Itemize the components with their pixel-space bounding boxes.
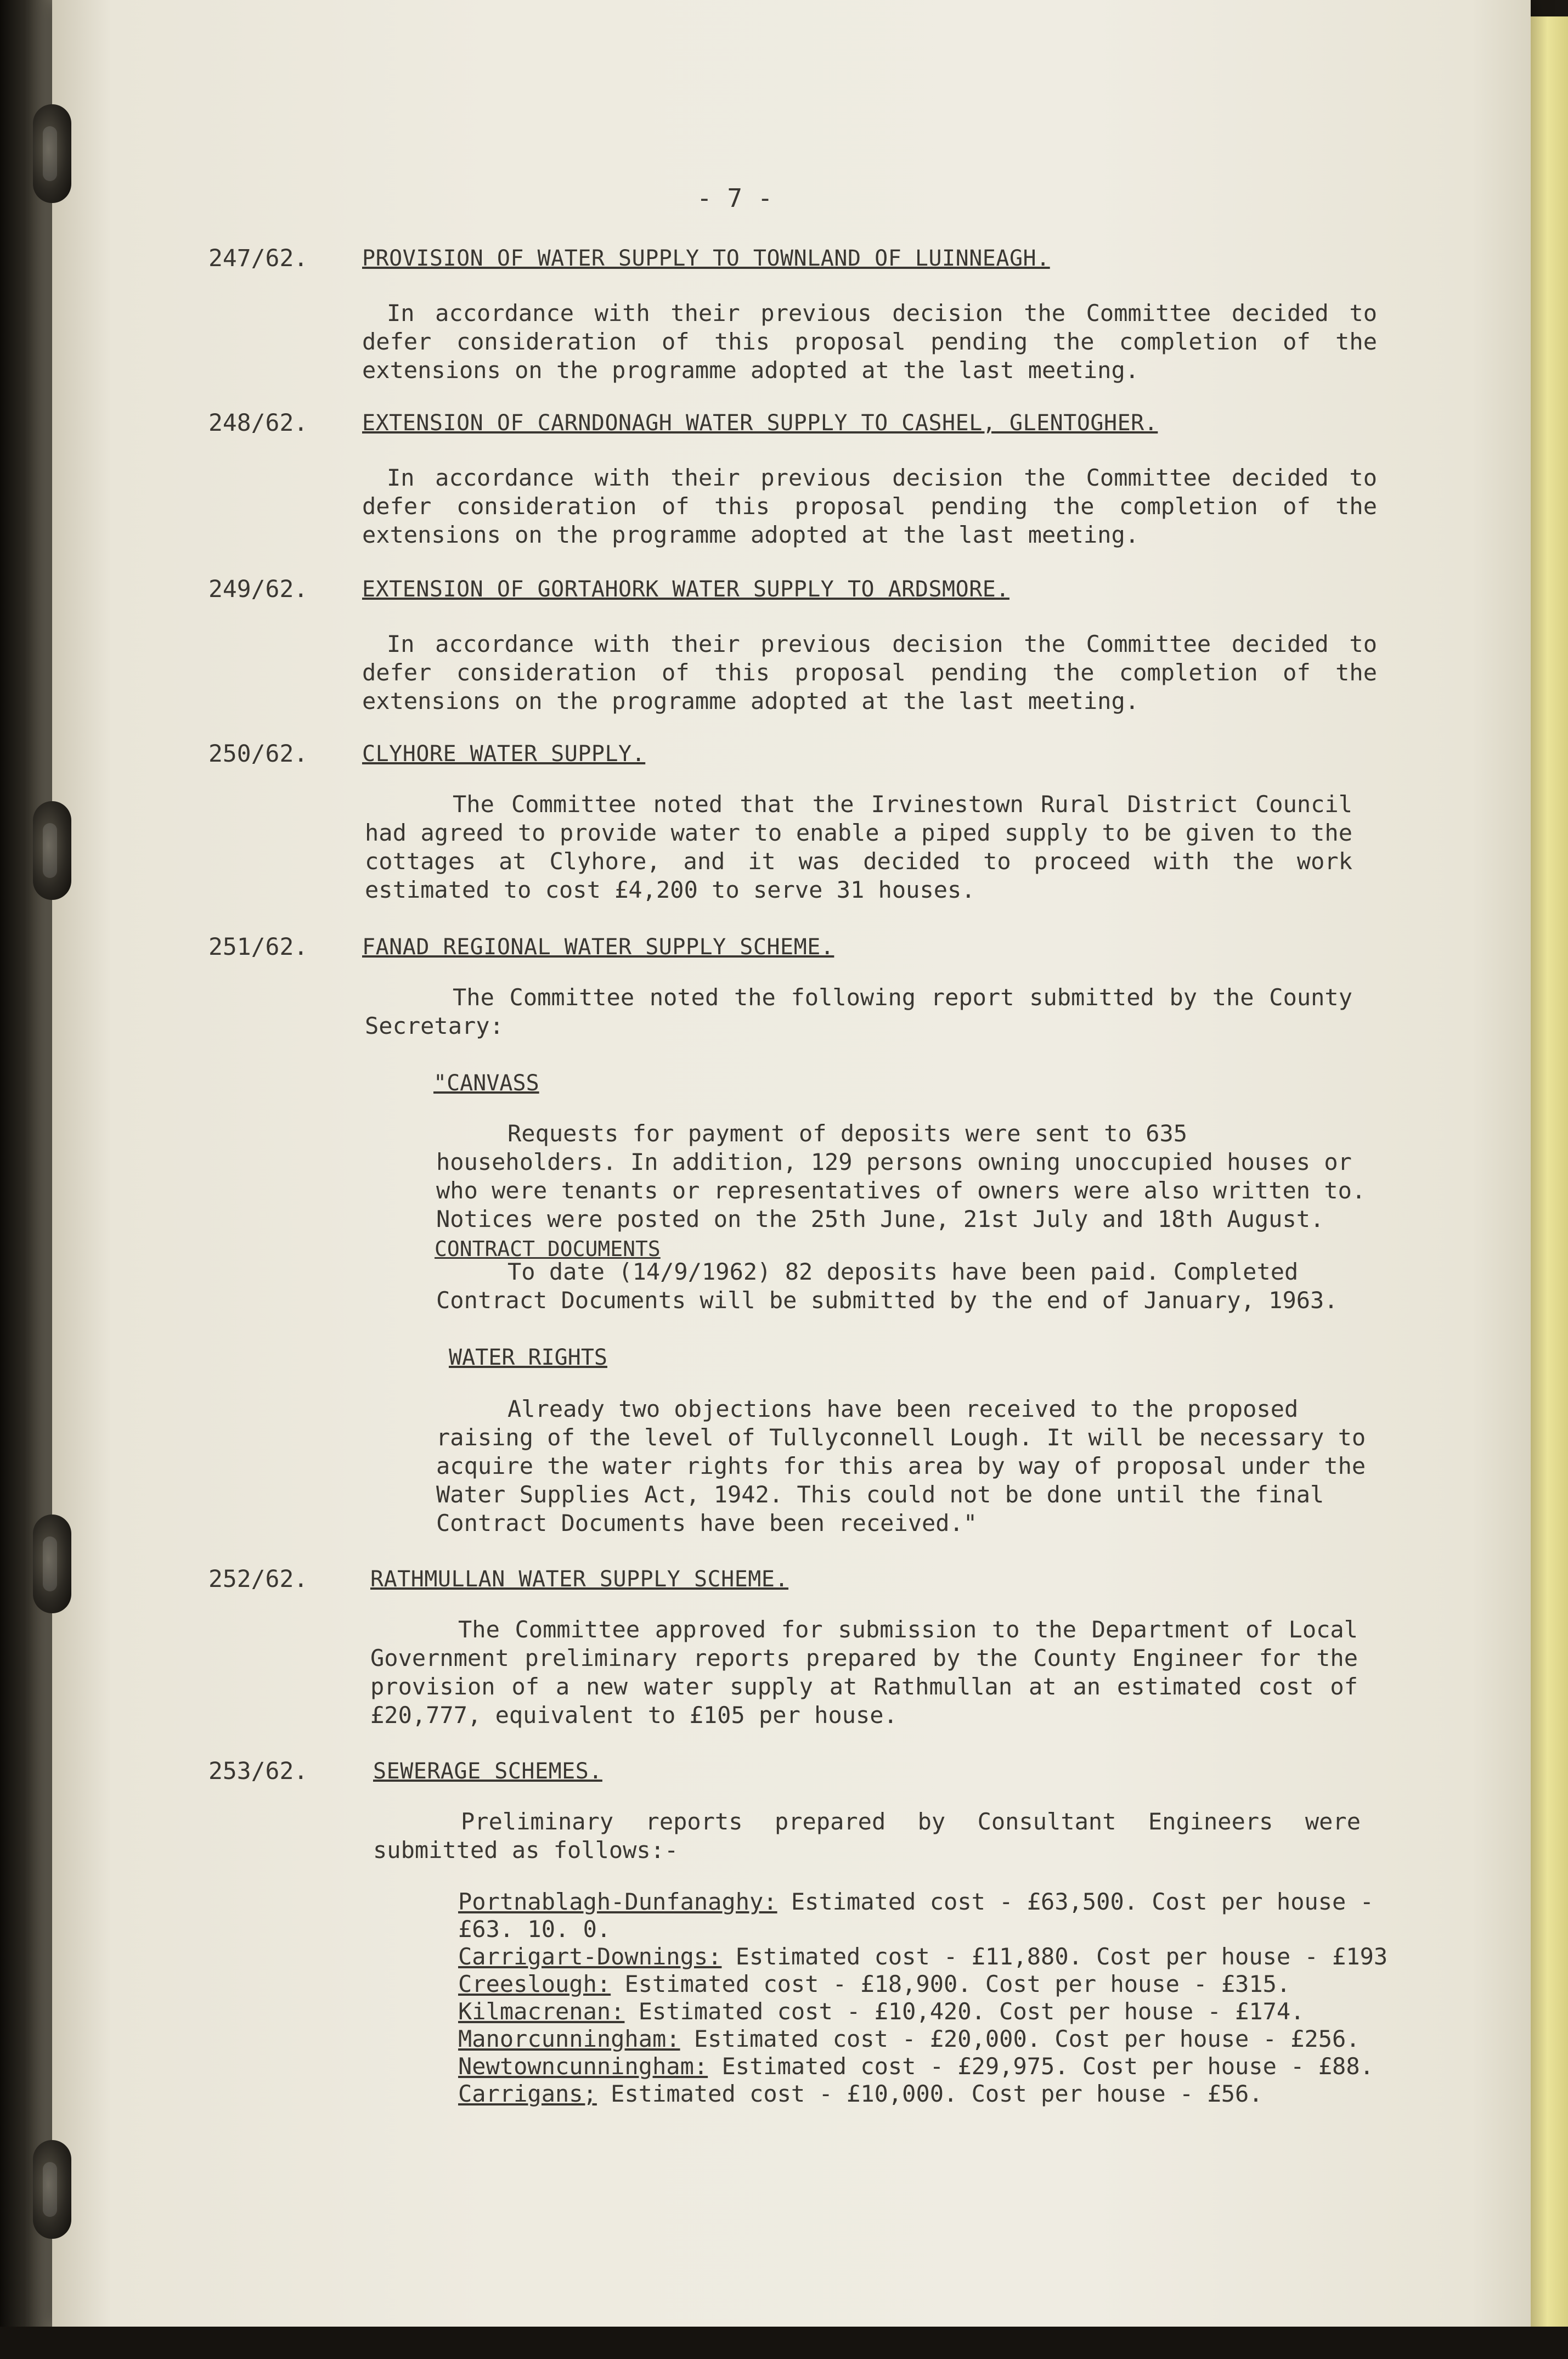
- bottom-shadow: [0, 2327, 1568, 2359]
- minute-number: 252/62.: [208, 1566, 308, 1593]
- minute-heading: RATHMULLAN WATER SUPPLY SCHEME.: [370, 1567, 789, 1592]
- minute-text: In accordance with their previous decision the Committee decided to defer consideration of this proposal pending the completion of the extensions on the programme adopted at the last meeting.: [362, 630, 1377, 714]
- minute-text: In accordance with their previous decision the Committee decided to defer consideration of this proposal pending the completion of the extensions on the programme adopted at the last meeting.: [362, 464, 1377, 548]
- scheme-name: Carrigans;: [458, 2080, 597, 2107]
- minute-heading: PROVISION OF WATER SUPPLY TO TOWNLAND OF LUINNEAGH.: [362, 246, 1050, 271]
- scheme-name: Portnablagh-Dunfanaghy:: [458, 1888, 777, 1915]
- contract-documents-heading: CONTRACT DOCUMENTS: [435, 1237, 661, 1261]
- list-item: [458, 1970, 1290, 1998]
- minute-number: 253/62.: [208, 1758, 308, 1785]
- list-item: [458, 2025, 1360, 2053]
- page-number: - 7 -: [697, 183, 773, 213]
- scheme-detail: Estimated cost - £11,880. Cost per house - £193: [735, 1943, 1388, 1970]
- minute-number: 251/62.: [208, 933, 308, 961]
- scheme-detail: Estimated cost - £63,500. Cost per house -: [791, 1888, 1374, 1915]
- list-item: [458, 2052, 1374, 2081]
- list-item: [458, 1888, 1374, 1916]
- contract-documents-text: To date (14/9/1962) 82 deposits have been paid. Completed Contract Documents will be submitted by the end of January, 1963.: [436, 1258, 1338, 1314]
- minute-text: The Committee approved for submission to the Department of Local Government preliminary reports prepared by the County Engineer for the provision of a new water supply at Rathmullan at an estimated cost of £20,777, equivalent to £105 per house.: [370, 1616, 1358, 1729]
- minute-heading: FANAD REGIONAL WATER SUPPLY SCHEME.: [362, 934, 834, 960]
- minute-heading: CLYHORE WATER SUPPLY.: [362, 741, 646, 767]
- scheme-detail: Estimated cost - £18,900. Cost per house - £315.: [624, 1970, 1291, 1997]
- minute-text: Preliminary reports prepared by Consultant Engineers were submitted as follows:-: [373, 1808, 1361, 1863]
- minute-number: 248/62.: [208, 409, 308, 437]
- scheme-detail: Estimated cost - £20,000. Cost per house - £256.: [693, 2025, 1360, 2052]
- scheme-detail: Estimated cost - £10,000. Cost per house - £56.: [611, 2080, 1263, 2107]
- list-item: [458, 2080, 1263, 2108]
- scheme-detail: Estimated cost - £29,975. Cost per house - £88.: [721, 2053, 1374, 2080]
- scheme-detail: £63. 10. 0.: [458, 1916, 611, 1943]
- minute-text: In accordance with their previous decision the Committee decided to defer consideration of this proposal pending the completion of the extensions on the programme adopted at the last meeting.: [362, 300, 1377, 384]
- scheme-name: Manorcunningham:: [458, 2025, 680, 2052]
- minute-number: 247/62.: [208, 245, 308, 272]
- minute-text: The Committee noted that the Irvinestown Rural District Council had agreed to provide water to enable a piped supply to be given to the cottages at Clyhore, and it was decided to proceed with the work estimated to cost £4,200 to serve 31 houses.: [365, 791, 1352, 903]
- water-rights-text: Already two objections have been received to the proposed raising of the level of Tullyconnell Lough. It will be necessary to acquire the water rights for this area by way of proposal under the Water Supplies Act, 1942. This could not be done until the final Contract Documents have been received.": [436, 1395, 1366, 1536]
- minute-heading: EXTENSION OF CARNDONAGH WATER SUPPLY TO CASHEL, GLENTOGHER.: [362, 410, 1158, 436]
- minute-text: The Committee noted the following report submitted by the County Secretary:: [365, 984, 1352, 1039]
- scheme-name: Carrigart-Downings:: [458, 1943, 722, 1970]
- minute-number: 250/62.: [208, 740, 308, 768]
- scheme-detail: Estimated cost - £10,420. Cost per house - £174.: [638, 1998, 1305, 2025]
- scheme-name: Kilmacrenan:: [458, 1998, 625, 2025]
- minute-number: 249/62.: [208, 576, 308, 603]
- water-rights-heading: WATER RIGHTS: [449, 1345, 607, 1370]
- list-item: [458, 1997, 1304, 2026]
- canvass-heading: "CANVASS: [433, 1071, 539, 1096]
- minute-heading: EXTENSION OF GORTAHORK WATER SUPPLY TO ARDSMORE.: [362, 577, 1009, 602]
- list-item: [458, 1943, 1387, 1971]
- scheme-name: Creeslough:: [458, 1970, 611, 1997]
- minute-heading: SEWERAGE SCHEMES.: [373, 1759, 602, 1784]
- scheme-name: Newtowncunningham:: [458, 2053, 708, 2080]
- list-item: [458, 1915, 611, 1944]
- canvass-text: Requests for payment of deposits were sent to 635 householders. In addition, 129 persons owning unoccupied houses or who were tenants or representatives of owners were also written to. Notices were posted on the 25th June, 21st July and 18th August.: [436, 1120, 1366, 1232]
